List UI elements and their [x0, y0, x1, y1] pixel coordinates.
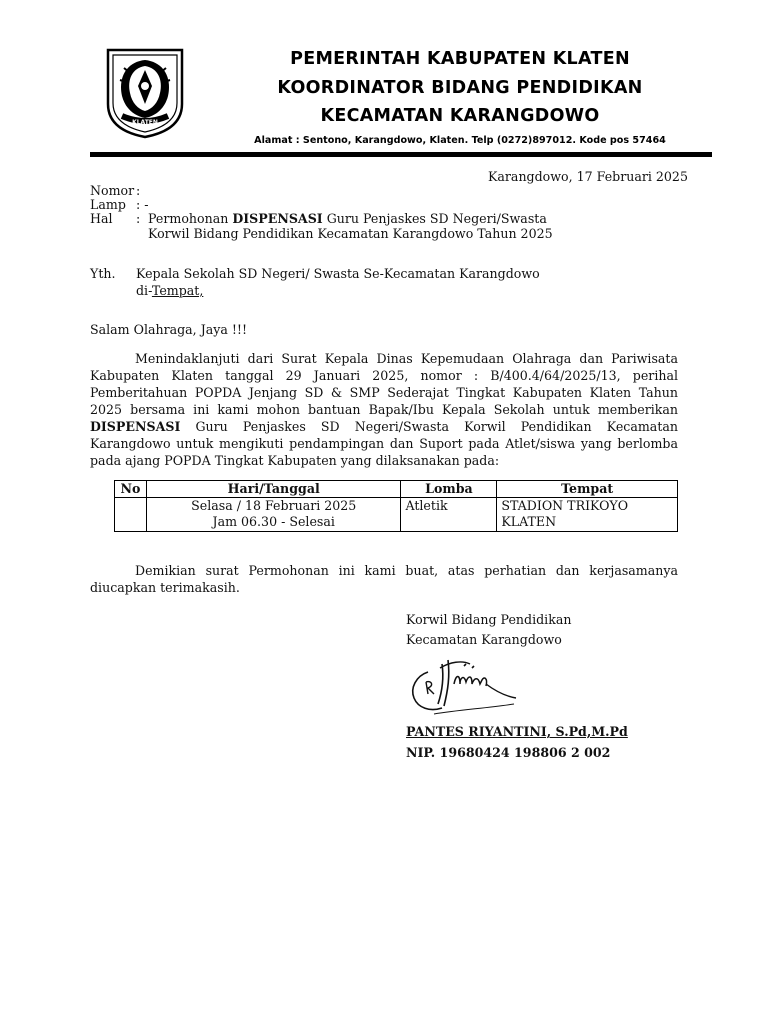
- nomor-colon: :: [136, 183, 141, 198]
- letter-date: Karangdowo, 17 Februari 2025: [488, 169, 688, 184]
- table-row: [115, 498, 678, 532]
- header-line-3: KECAMATAN KARANGDOWO: [320, 106, 600, 126]
- header-line-2: KOORDINATOR BIDANG PENDIDIKAN: [277, 78, 643, 98]
- signer-org-line-2: Kecamatan Karangdowo: [406, 632, 562, 647]
- handwritten-signature: [398, 654, 538, 720]
- nomor-label: Nomor: [90, 183, 135, 198]
- signer-org-line-1: Korwil Bidang Pendidikan: [406, 612, 572, 627]
- col-header-tempat: Tempat: [497, 481, 678, 498]
- hal-subject: Permohonan DISPENSASI Guru Penjaskes SD Negeri/Swasta: [148, 211, 547, 226]
- col-header-lomba: Lomba: [401, 481, 497, 498]
- cell-lomba: Atletik: [401, 498, 497, 532]
- hal-colon: :: [136, 211, 141, 226]
- body-paragraph: Menindaklanjuti dari Surat Kepala Dinas Kepemudaan Olahraga dan Pariwisata Kabupaten Klaten tanggal 29 Januari 2025, nomor : B/400.4/64/2025/13, perihal Pemberitahuan POPDA Jenjang SD & SMP Sederajat Tingkat Kabupaten Klaten Tahun 2025 bersama ini kami mohon bantuan Bapak/Ibu Kepala Sekolah untuk memberikan DISPENSASI Guru Penjaskes SD Negeri/Swasta Korwil Pendidikan Kecamatan Karangdowo untuk mengikuti pendampingan dan Suport pada Atlet/siswa yang berlomba pada ajang POPDA Tingkat Kabupaten yang dilaksanakan pada:: [90, 351, 678, 468]
- cell-no: [115, 498, 147, 532]
- header-line-1: PEMERINTAH KABUPATEN KLATEN: [290, 49, 630, 69]
- recipient-line: Kepala Sekolah SD Negeri/ Swasta Se-Kecamatan Karangdowo: [136, 266, 540, 281]
- klaten-emblem-icon: [104, 46, 186, 140]
- closing-paragraph: Demikian surat Permohonan ini kami buat, atas perhatian dan kerjasamanya diucapkan terimakasih.: [90, 563, 678, 595]
- schedule-table: [114, 480, 678, 532]
- svg-text:KLATEN: KLATEN: [132, 119, 158, 126]
- header-address: Alamat : Sentono, Karangdowo, Klaten. Telp (0272)897012. Kode pos 57464: [254, 135, 666, 146]
- table-header-row: [115, 481, 678, 498]
- recipient-place: di-Tempat,: [136, 283, 204, 298]
- lamp-value: : -: [136, 197, 149, 212]
- greeting: Salam Olahraga, Jaya !!!: [90, 322, 248, 337]
- signer-nip: NIP. 19680424 198806 2 002: [406, 745, 611, 760]
- signer-name: PANTES RIYANTINI, S.Pd,M.Pd: [406, 724, 628, 739]
- lamp-label: Lamp: [90, 197, 126, 212]
- hal-label: Hal: [90, 211, 113, 226]
- cell-tempat: STADION TRIKOYO KLATEN: [497, 498, 678, 532]
- col-header-date: Hari/Tanggal: [146, 481, 400, 498]
- signature-icon: [398, 654, 538, 720]
- header-divider: [90, 152, 712, 157]
- regency-logo: [104, 46, 186, 140]
- col-header-no: No: [115, 481, 147, 498]
- cell-date: Selasa / 18 Februari 2025 Jam 06.30 - Selesai: [146, 498, 400, 532]
- hal-subject-line-2: Korwil Bidang Pendidikan Kecamatan Karangdowo Tahun 2025: [148, 226, 553, 241]
- yth-label: Yth.: [90, 266, 116, 281]
